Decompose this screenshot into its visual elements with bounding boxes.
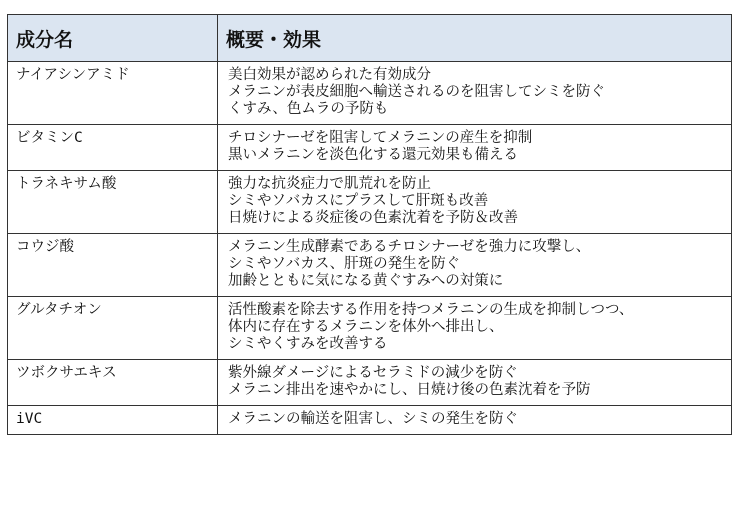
ingredient-name: ビタミンC <box>8 125 218 171</box>
ingredients-table <box>7 14 732 435</box>
header-ingredient-name: 成分名 <box>8 15 218 62</box>
ingredient-effect <box>218 171 732 234</box>
ingredient-name: トラネキサム酸 <box>8 171 218 234</box>
effect-line: 黒いメラニンを淡色化する還元効果も備える <box>228 147 518 163</box>
ingredient-effect <box>218 234 732 297</box>
table-row <box>8 62 732 125</box>
effect-line: 美白効果が認められた有効成分 <box>228 67 431 83</box>
header-row <box>8 15 732 62</box>
ingredient-name: コウジ酸 <box>8 234 218 297</box>
table-row <box>8 360 732 406</box>
table-row <box>8 406 732 435</box>
effect-line: メラニン生成酵素であるチロシナーゼを強力に攻撃し、 <box>228 239 591 255</box>
effect-line: メラニン排出を速やかにし、日焼け後の色素沈着を予防 <box>228 382 591 398</box>
ingredient-effect <box>218 297 732 360</box>
effect-line: シミやソバカス、肝斑の発生を防ぐ <box>228 256 461 272</box>
ingredient-effect <box>218 62 732 125</box>
effect-line: 強力な抗炎症力で肌荒れを防止 <box>228 176 431 192</box>
header-summary-effect: 概要・効果 <box>218 15 732 62</box>
ingredient-name: グルタチオン <box>8 297 218 360</box>
ingredient-effect <box>218 360 732 406</box>
ingredient-name: ナイアシンアミド <box>8 62 218 125</box>
effect-line: シミやくすみを改善する <box>228 336 388 352</box>
ingredient-name: iVC <box>8 406 218 435</box>
table-row <box>8 234 732 297</box>
effect-line: 紫外線ダメージによるセラミドの減少を防ぐ <box>228 365 518 381</box>
effect-line: 加齢とともに気になる黄ぐすみへの対策に <box>228 273 504 289</box>
effect-line: 日焼けによる炎症後の色素沈着を予防＆改善 <box>228 210 518 226</box>
effect-line: くすみ、色ムラの予防も <box>228 101 389 117</box>
effect-line: メラニンの輸送を阻害し、シミの発生を防ぐ <box>228 411 518 427</box>
effect-line: シミやソバカスにプラスして肝斑も改善 <box>228 193 489 209</box>
effect-line: メラニンが表皮細胞へ輸送されるのを阻害してシミを防ぐ <box>228 84 605 100</box>
table-row <box>8 171 732 234</box>
table-row <box>8 125 732 171</box>
effect-line: 活性酸素を除去する作用を持つメラニンの生成を抑制しつつ、 <box>228 302 634 318</box>
effect-line: チロシナーゼを阻害してメラニンの産生を抑制 <box>228 130 533 146</box>
table-row <box>8 297 732 360</box>
ingredient-effect <box>218 125 732 171</box>
ingredient-name: ツボクサエキス <box>8 360 218 406</box>
ingredient-effect <box>218 406 732 435</box>
effect-line: 体内に存在するメラニンを体外へ排出し、 <box>228 319 504 335</box>
